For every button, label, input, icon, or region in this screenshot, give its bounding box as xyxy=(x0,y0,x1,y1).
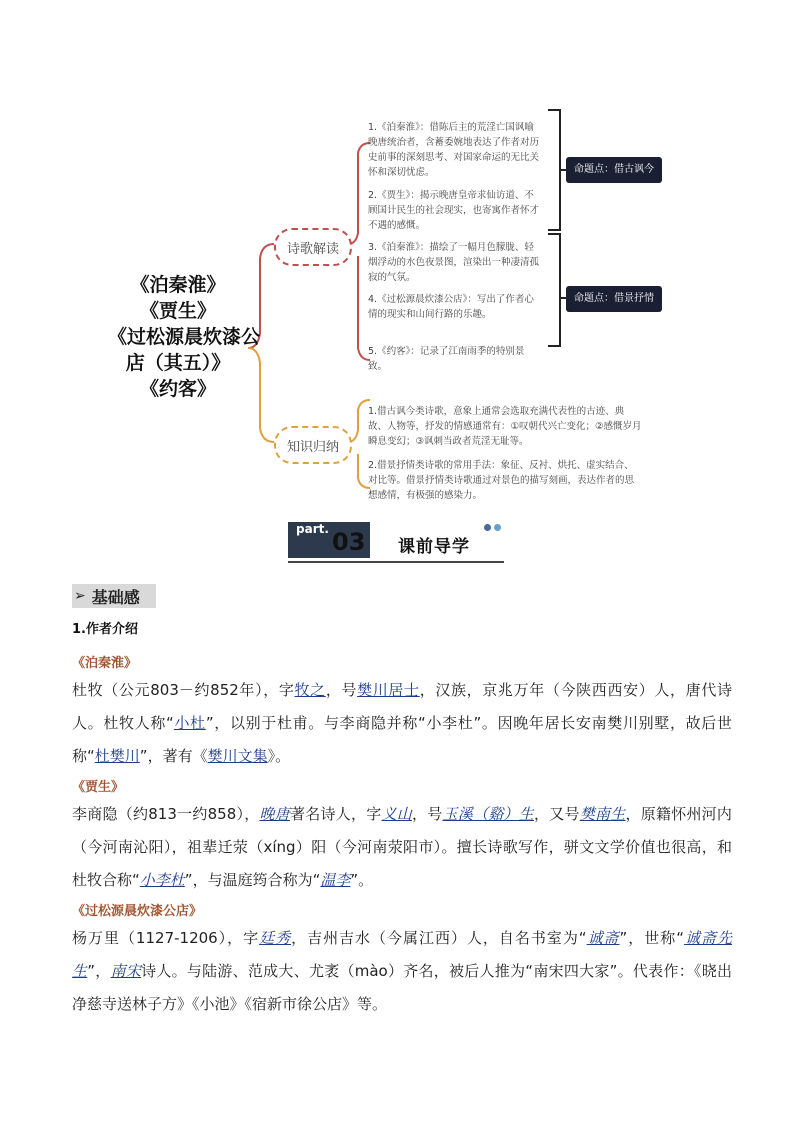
section-title: 基础感 xyxy=(91,587,140,607)
text: ，又号 xyxy=(533,805,580,823)
text: ”，著有《 xyxy=(139,747,208,765)
section-heading xyxy=(72,584,156,608)
map-title-4: 店（其五）》 xyxy=(125,352,231,374)
branch-poem-interpretation: 诗歌解读 xyxy=(274,228,352,266)
text: ，吉州吉水（今属江西）人，自名书室为“ xyxy=(291,929,587,947)
interp-item-3: 3.《泊秦淮》：描绘了一幅月色朦胧、轻烟浮动的水色夜景图，渲染出一种凄清孤寂的气氛。 xyxy=(368,242,540,283)
key-term: 玉溪（谿）生 xyxy=(442,805,534,823)
text: 杜牧（公元803－约852年），字 xyxy=(72,681,295,699)
key-term: 小杜 xyxy=(173,714,206,732)
poem-author-intro-1 xyxy=(72,674,732,773)
text: 》。 xyxy=(267,747,291,765)
text: 李商隐（约813一约858）， xyxy=(72,805,260,823)
interp-item-2: 2.《贾生》：揭示晚唐皇帝求仙访道、不顾国计民生的社会现实，也寄寓作者怀才不遇的感慨。 xyxy=(368,190,540,231)
poem-author-intro-2 xyxy=(72,798,732,897)
part-title: 课前导学 xyxy=(398,537,470,557)
text: 诗人。与陆游、范成大、尤袤（mào）齐名，被后人推为“南宋四大家”。代表作：《晓出净慈寺送林子方》《小池》《宿新市徐公店》等。 xyxy=(72,962,732,1013)
text: ”。 xyxy=(350,871,374,889)
key-term: 义山 xyxy=(381,805,412,823)
main-bracket-lower xyxy=(248,348,274,442)
key-term: 樊川文集 xyxy=(207,747,268,765)
text: ”， xyxy=(87,962,111,980)
key-term: 樊南生 xyxy=(579,805,626,823)
key-term: 杜樊川 xyxy=(94,747,140,765)
poem-titles xyxy=(108,272,261,402)
text: ，汉族，京兆万年（今陕西西安）人，唐代诗人。杜牧人称“ xyxy=(72,681,732,732)
text: ”，世称“ xyxy=(619,929,685,947)
key-term: 温李 xyxy=(320,871,351,889)
key-term: 诚斋先生 xyxy=(72,929,732,980)
part-underline xyxy=(288,561,504,563)
key-term: 樊川居士 xyxy=(357,681,420,699)
text: 杨万里（1127-1206），字 xyxy=(72,929,260,947)
interp-item-4: 4.《过松源晨炊漆公店》：写出了作者心情的现实和山间行路的乐趣。 xyxy=(368,294,534,320)
part-number: 03 xyxy=(332,528,366,556)
key-term: 晚唐 xyxy=(259,805,290,823)
map-title-2: 《贾生》 xyxy=(139,300,216,322)
part-label: part. xyxy=(296,522,329,536)
decor-dot-icon xyxy=(484,524,491,531)
key-term: 诚斋 xyxy=(586,929,620,947)
map-title-5: 《约客》 xyxy=(139,378,216,400)
arrow-bullet-icon: ➢ xyxy=(74,588,86,604)
key-term: 小李杜 xyxy=(139,871,185,889)
map-title-1: 《泊秦淮》 xyxy=(130,274,226,296)
interp-item-5: 5.《约客》：记录了江南雨季的特别景致。 xyxy=(368,346,525,372)
key-term: 牧之 xyxy=(294,681,326,699)
knowledge-item-2: 2.借景抒情类诗歌的常用手法：象征、反衬、烘托、虚实结合、对比等。借景抒情类诗歌通过对景色的描写刻画，表达作者的思想感情，有极强的感染力。 xyxy=(368,460,635,501)
map-title-3: 《过松源晨炊漆公 xyxy=(108,326,261,348)
item-heading: 1.作者介绍 xyxy=(72,622,138,637)
part-banner xyxy=(288,520,504,562)
poem-title-2: 《贾生》 xyxy=(72,780,125,795)
text: ”，以别于杜甫。与李商隐并称“小李杜”。因晚年居长安南樊川别墅，故后世称“ xyxy=(72,714,732,765)
tag-scenery-emotion: 命题点：借景抒情 xyxy=(566,286,662,312)
knowledge-item-1: 1.借古讽今类诗歌，意象上通常会选取充满代表性的古迹、典故、人物等，抒发的情感通常有：①叹朝代兴亡变化；②感慨岁月瞬息变幻；③讽刺当政者荒淫无耻等。 xyxy=(368,406,642,447)
poem-title-1: 《泊秦淮》 xyxy=(72,656,138,671)
poem-author-intro-3 xyxy=(72,922,732,1021)
tag-ancient-satire: 命题点：借古讽今 xyxy=(566,157,662,183)
text: 著名诗人，字 xyxy=(289,805,382,823)
interp-item-1: 1.《泊秦淮》：借陈后主的荒淫亡国讽喻晚唐统治者，含蓄委婉地表达了作者对历史前事的深刻思考、对国家命运的无比关怀和深切忧虑。 xyxy=(368,122,540,178)
text: ”，与温庭筠合称为“ xyxy=(184,871,321,889)
branch-knowledge-summary: 知识归纳 xyxy=(274,426,352,464)
decor-dot-icon xyxy=(494,524,501,531)
text: ，号 xyxy=(411,805,443,823)
key-term: 廷秀 xyxy=(259,929,292,947)
text: ，原籍怀州河内（今河南沁阳），祖辈迁荥（xíng）阳（今河南荥阳市）。擅长诗歌写作，骈文文学价值也很高，和杜牧合称“ xyxy=(72,805,732,889)
key-term: 南宋 xyxy=(110,962,142,980)
text: ，号 xyxy=(325,681,358,699)
poem-title-3: 《过松源晨炊漆公店》 xyxy=(72,904,203,919)
